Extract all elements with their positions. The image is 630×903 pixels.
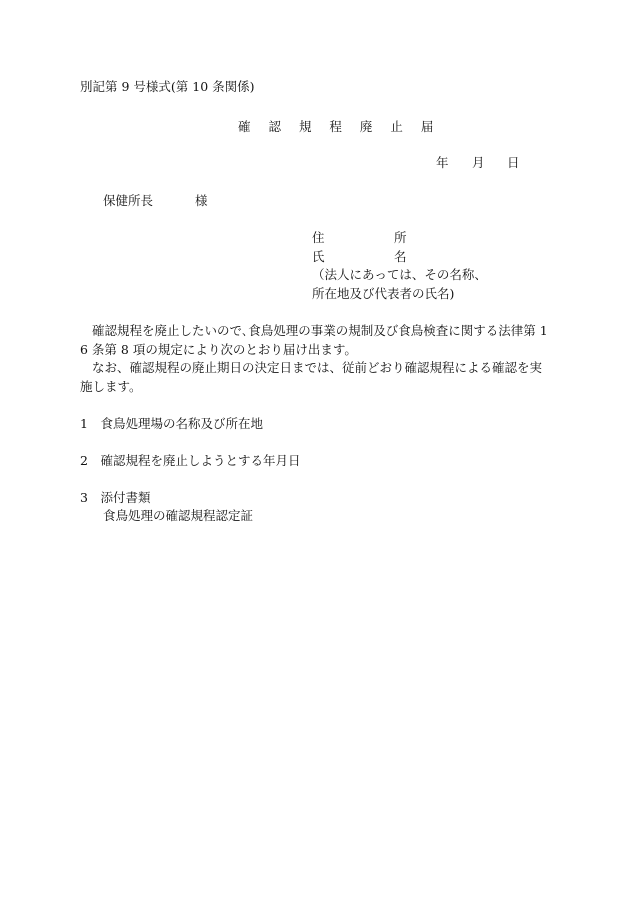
date-day-label: 日 bbox=[507, 155, 520, 170]
corporation-note-line-2: 所在地及び代表者の氏名) bbox=[312, 286, 455, 301]
addressee-honorific: 様 bbox=[195, 193, 208, 208]
body-paragraph-1: 確認規程を廃止したいので､食鳥処理の事業の規制及び食鳥検査に関する法律第 16 条第 8 項の規定により次のとおり届け出ます。 bbox=[80, 323, 548, 357]
body-paragraph-2: なお、確認規程の廃止期日の決定日までは、従前どおり確認規程による確認を実施します。 bbox=[80, 360, 543, 394]
address-label-part-1: 住 bbox=[312, 230, 325, 245]
form-number: 別記第 9 号様式(第 10 条関係) bbox=[80, 79, 255, 94]
date-month-label: 月 bbox=[472, 155, 485, 170]
item-3-detail: 食鳥処理の確認規程認定証 bbox=[103, 508, 254, 523]
item-1-title: 1 食鳥処理場の名称及び所在地 bbox=[80, 416, 263, 431]
addressee: 保健所長 bbox=[103, 193, 154, 208]
address-label-part-2: 所 bbox=[394, 230, 407, 245]
document-title: 確 認 規 程 廃 止 届 bbox=[238, 119, 441, 134]
date-year-label: 年 bbox=[436, 155, 449, 170]
item-2-title: 2 確認規程を廃止しようとする年月日 bbox=[80, 453, 301, 468]
name-label-part-2: 名 bbox=[394, 249, 407, 264]
corporation-note-line-1: （法人にあっては、その名称、 bbox=[312, 267, 487, 282]
item-3-title: 3 添付書類 bbox=[80, 490, 151, 505]
name-label-part-1: 氏 bbox=[312, 249, 325, 264]
